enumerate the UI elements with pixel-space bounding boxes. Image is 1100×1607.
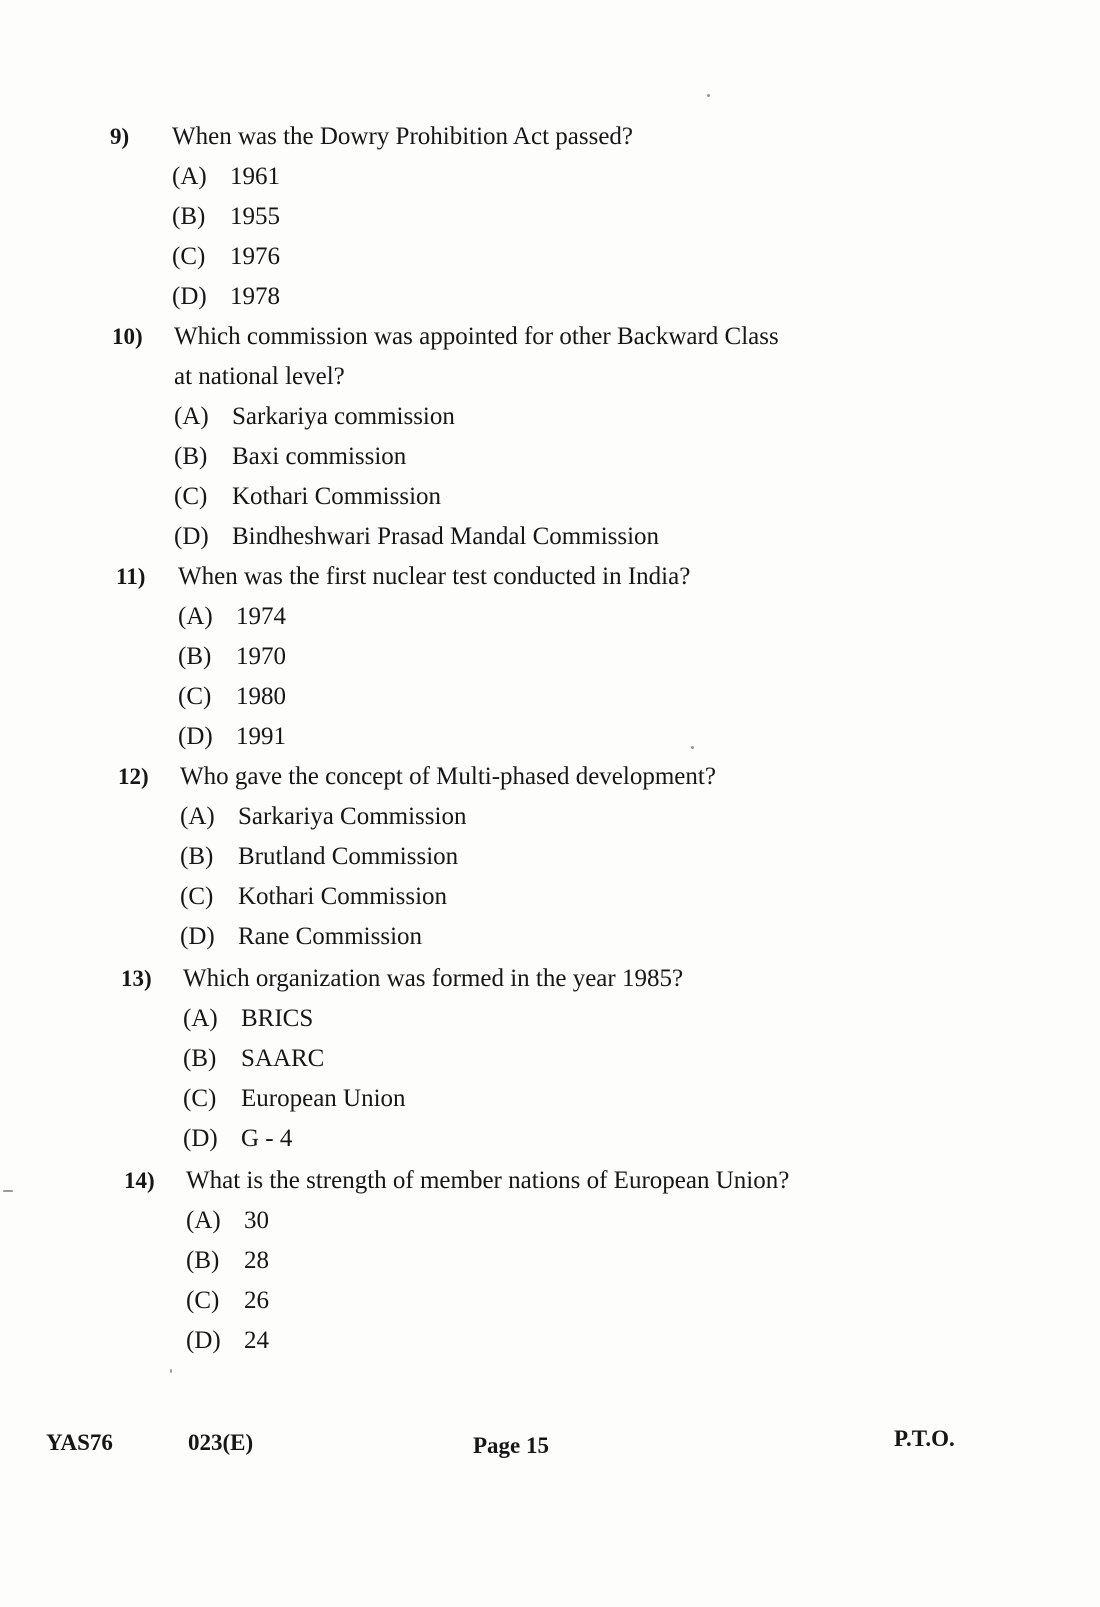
option-b: (B) Brutland Commission <box>180 843 459 870</box>
question-9 <box>110 117 910 317</box>
scan-speck <box>170 1369 172 1373</box>
question-text-continued: at national level? <box>174 363 345 390</box>
scan-speck <box>3 1190 13 1192</box>
option-b: (B) 28 <box>186 1247 269 1274</box>
option-a: (A) 1974 <box>178 603 286 630</box>
question-number: 11) <box>116 564 146 589</box>
option-c: (C) European Union <box>183 1085 406 1112</box>
option-b: (B) 1955 <box>172 203 280 230</box>
option-c: (C) 1976 <box>172 243 280 270</box>
option-d: (D) Rane Commission <box>180 923 423 950</box>
option-c: (C) 26 <box>186 1287 269 1314</box>
option-a: (A) BRICS <box>183 1005 314 1032</box>
question-12 <box>118 757 918 957</box>
question-line <box>121 959 921 999</box>
question-line <box>110 117 910 157</box>
option-a: (A) 30 <box>186 1207 269 1234</box>
footer-code: YAS76 <box>46 1430 113 1455</box>
question-number: 13) <box>121 966 152 991</box>
question-14 <box>124 1161 924 1361</box>
question-line <box>116 557 916 597</box>
option-d: (D) G - 4 <box>183 1125 293 1152</box>
option-d: (D) 24 <box>186 1327 269 1354</box>
footer-pto: P.T.O. <box>894 1426 955 1451</box>
question-11 <box>116 557 916 757</box>
question-text: Who gave the concept of Multi-phased development? <box>180 763 716 790</box>
question-number: 9) <box>110 124 130 149</box>
footer-page-number: Page 15 <box>473 1433 550 1458</box>
option-d: (D) 1978 <box>172 283 280 310</box>
question-text: What is the strength of member nations of European Union? <box>186 1167 790 1194</box>
option-b: (B) 1970 <box>178 643 286 670</box>
option-c: (C) Kothari Commission <box>180 883 448 910</box>
option-c: (C) Kothari Commission <box>174 483 442 510</box>
option-c: (C) 1980 <box>178 683 286 710</box>
scan-speck <box>707 94 710 97</box>
question-line <box>118 757 918 797</box>
question-text: Which organization was formed in the year 1985? <box>183 965 684 992</box>
question-text: Which commission was appointed for other Backward Class <box>174 323 779 350</box>
option-b: (B) Baxi commission <box>174 443 407 470</box>
question-text: When was the Dowry Prohibition Act passed? <box>172 123 634 150</box>
question-text: When was the first nuclear test conducted in India? <box>178 563 691 590</box>
question-number: 12) <box>118 764 149 789</box>
option-a: (A) Sarkariya Commission <box>180 803 467 830</box>
question-number: 14) <box>124 1168 155 1193</box>
option-d: (D) 1991 <box>178 723 286 750</box>
footer-paper: 023(E) <box>188 1430 254 1455</box>
option-a: (A) 1961 <box>172 163 280 190</box>
question-line <box>124 1161 924 1201</box>
option-a: (A) Sarkariya commission <box>174 403 455 430</box>
option-d: (D) Bindheshwari Prasad Mandal Commission <box>174 523 660 550</box>
question-13 <box>121 959 921 1159</box>
option-b: (B) SAARC <box>183 1045 325 1072</box>
question-number: 10) <box>112 324 143 349</box>
scan-speck <box>691 746 694 749</box>
question-line <box>112 317 912 357</box>
question-10 <box>112 317 912 557</box>
